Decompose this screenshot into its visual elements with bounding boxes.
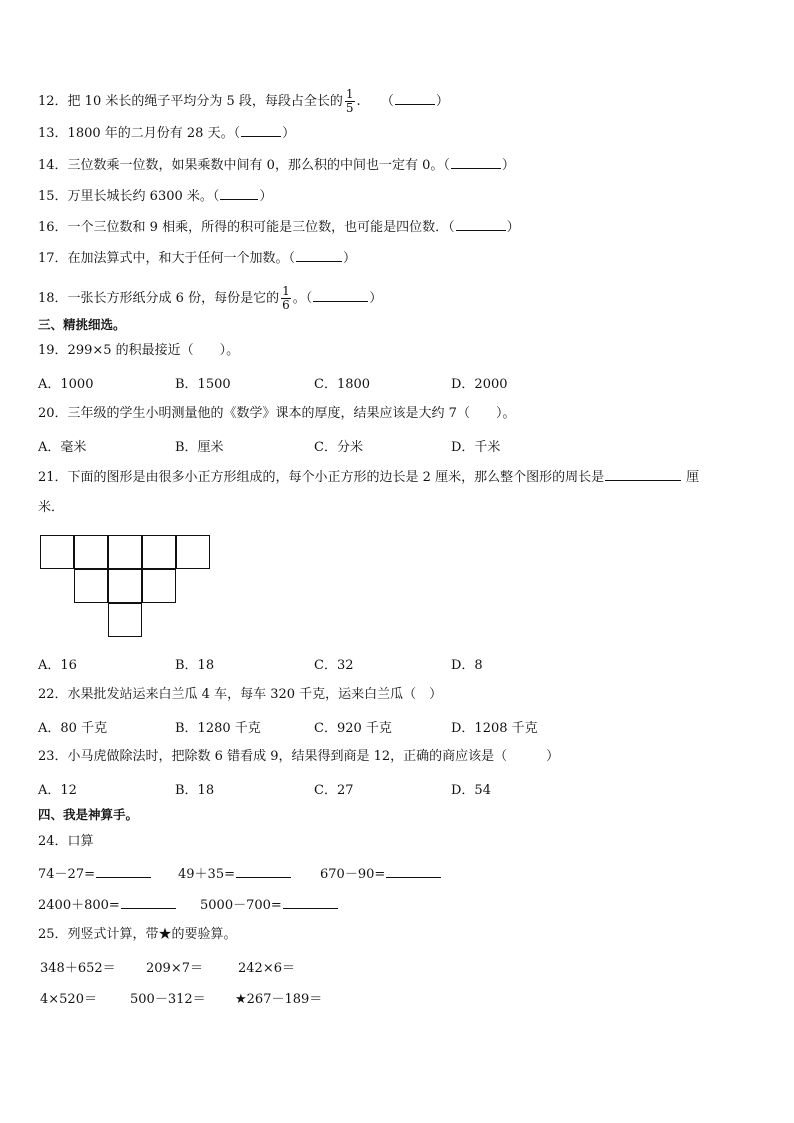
question-12-text: 12．把 10 米长的绳子平均分为 5 段，每段占全长的 [38,94,343,109]
mental-math-item: 5000－700= [200,894,339,913]
option-c[interactable]: C．分米 [314,440,363,455]
question-23-options [38,779,738,797]
mental-math-item: 2400＋800= [38,894,177,913]
answer-blank[interactable] [451,156,501,169]
answer-blank[interactable] [121,896,176,909]
grid-square [142,535,176,569]
option-d[interactable]: D．1208 千克 [451,721,538,736]
grid-square [74,569,108,603]
fraction: $\frac{1}{5}$ [345,87,354,115]
grid-square [176,535,210,569]
calc-item: 4×520＝ [40,992,97,1007]
option-b[interactable]: B．1500 [175,377,231,392]
answer-blank[interactable] [395,92,435,105]
option-a[interactable]: A．毫米 [38,440,87,455]
question-13: 13．1800 年的二月份有 28 天。（ ） [38,126,296,141]
mental-math-item: 74－27= [38,863,152,882]
question-14: 14．三位数乘一位数，如果乘数中间有 0，那么积的中间也一定有 0。（ ） [38,158,515,173]
question-21: 21．下面的图形是由很多小正方形组成的，每个小正方形的边长是 2 厘米，那么整个图形的周长是 厘 [38,470,700,485]
question-23: 23．小马虎做除法时，把除数 6 错看成 9，结果得到商是 12，正确的商应该是（ ） [38,749,560,764]
question-25-title: 25．列竖式计算，带★的要验算。 [38,927,237,942]
mental-math-row-1 [38,863,738,881]
question-20-options [38,436,738,454]
option-b[interactable]: B．厘米 [175,440,224,455]
option-b[interactable]: B．18 [175,658,215,673]
option-d[interactable]: D．2000 [451,377,508,392]
grid-square [108,603,142,637]
question-22-options [38,717,738,735]
option-b[interactable]: B．1280 千克 [175,721,261,736]
option-a[interactable]: A．16 [38,658,77,673]
option-a[interactable]: A．80 千克 [38,721,108,736]
option-a[interactable]: A．1000 [38,377,94,392]
fraction: $\frac{1}{6}$ [282,284,290,312]
question-21-options [38,654,738,672]
answer-blank[interactable] [386,865,441,878]
question-17: 17．在加法算式中，和大于任何一个加数。（ ） [38,251,357,266]
option-a[interactable]: A．12 [38,783,77,798]
option-c[interactable]: C．32 [314,658,354,673]
answer-blank[interactable] [605,468,681,481]
answer-blank[interactable] [236,865,291,878]
question-20: 20．三年级的学生小明测量他的《数学》课本的厚度，结果应该是大约 7（ ）。 [38,406,516,421]
question-18: 18．一张长方形纸分成 6 份，每份是它的 $\frac{1}{6}$ 。（ ） [38,284,383,312]
option-c[interactable]: C．1800 [314,377,371,392]
option-d[interactable]: D．8 [451,658,483,673]
option-d[interactable]: D．千米 [451,440,501,455]
calc-item: 348＋652＝ [40,961,116,976]
question-12: 12．把 10 米长的绳子平均分为 5 段，每段占全长的 $\frac{1}{5}$ . （ ） [38,87,449,115]
grid-square [108,569,142,603]
mental-math-row-2 [38,894,738,912]
calc-item: ★267－189＝ [235,992,323,1007]
answer-blank[interactable] [456,218,506,231]
mental-math-item: 670－90= [320,863,442,882]
answer-blank[interactable] [313,289,368,302]
section-4-heading: 四、我是神算手。 [38,807,139,822]
answer-blank[interactable] [241,124,281,137]
calc-item: 209×7＝ [146,961,203,976]
grid-square [142,569,176,603]
answer-blank[interactable] [96,865,151,878]
question-19: 19．299×5 的积最接近（ ）。 [38,343,240,358]
grid-square [74,535,108,569]
option-c[interactable]: C．27 [314,783,354,798]
section-3-heading: 三、精挑细选。 [38,317,126,332]
answer-blank[interactable] [283,896,338,909]
calc-item: 242×6＝ [238,961,295,976]
option-c[interactable]: C．920 千克 [314,721,392,736]
option-d[interactable]: D．54 [451,783,491,798]
option-b[interactable]: B．18 [175,783,215,798]
question-15: 15．万里长城长约 6300 米。（ ） [38,189,273,204]
calc-item: 500－312＝ [130,992,206,1007]
question-21-continuation: 米． [38,500,65,515]
mental-math-item: 49＋35= [178,863,292,882]
question-24-title: 24．口算 [38,834,94,849]
question-16: 16．一个三位数和 9 相乘，所得的积可能是三位数，也可能是四位数．（ ） [38,220,520,235]
question-19-options [38,373,738,391]
answer-blank[interactable] [220,187,258,200]
answer-blank[interactable] [296,249,342,262]
question-22: 22．水果批发站运来白兰瓜 4 车，每车 320 千克，运来白兰瓜（ ） [38,687,443,702]
grid-square [40,535,74,569]
vertical-calc-row-1 [38,957,738,975]
vertical-calc-row-2 [38,988,738,1006]
grid-square [108,535,142,569]
